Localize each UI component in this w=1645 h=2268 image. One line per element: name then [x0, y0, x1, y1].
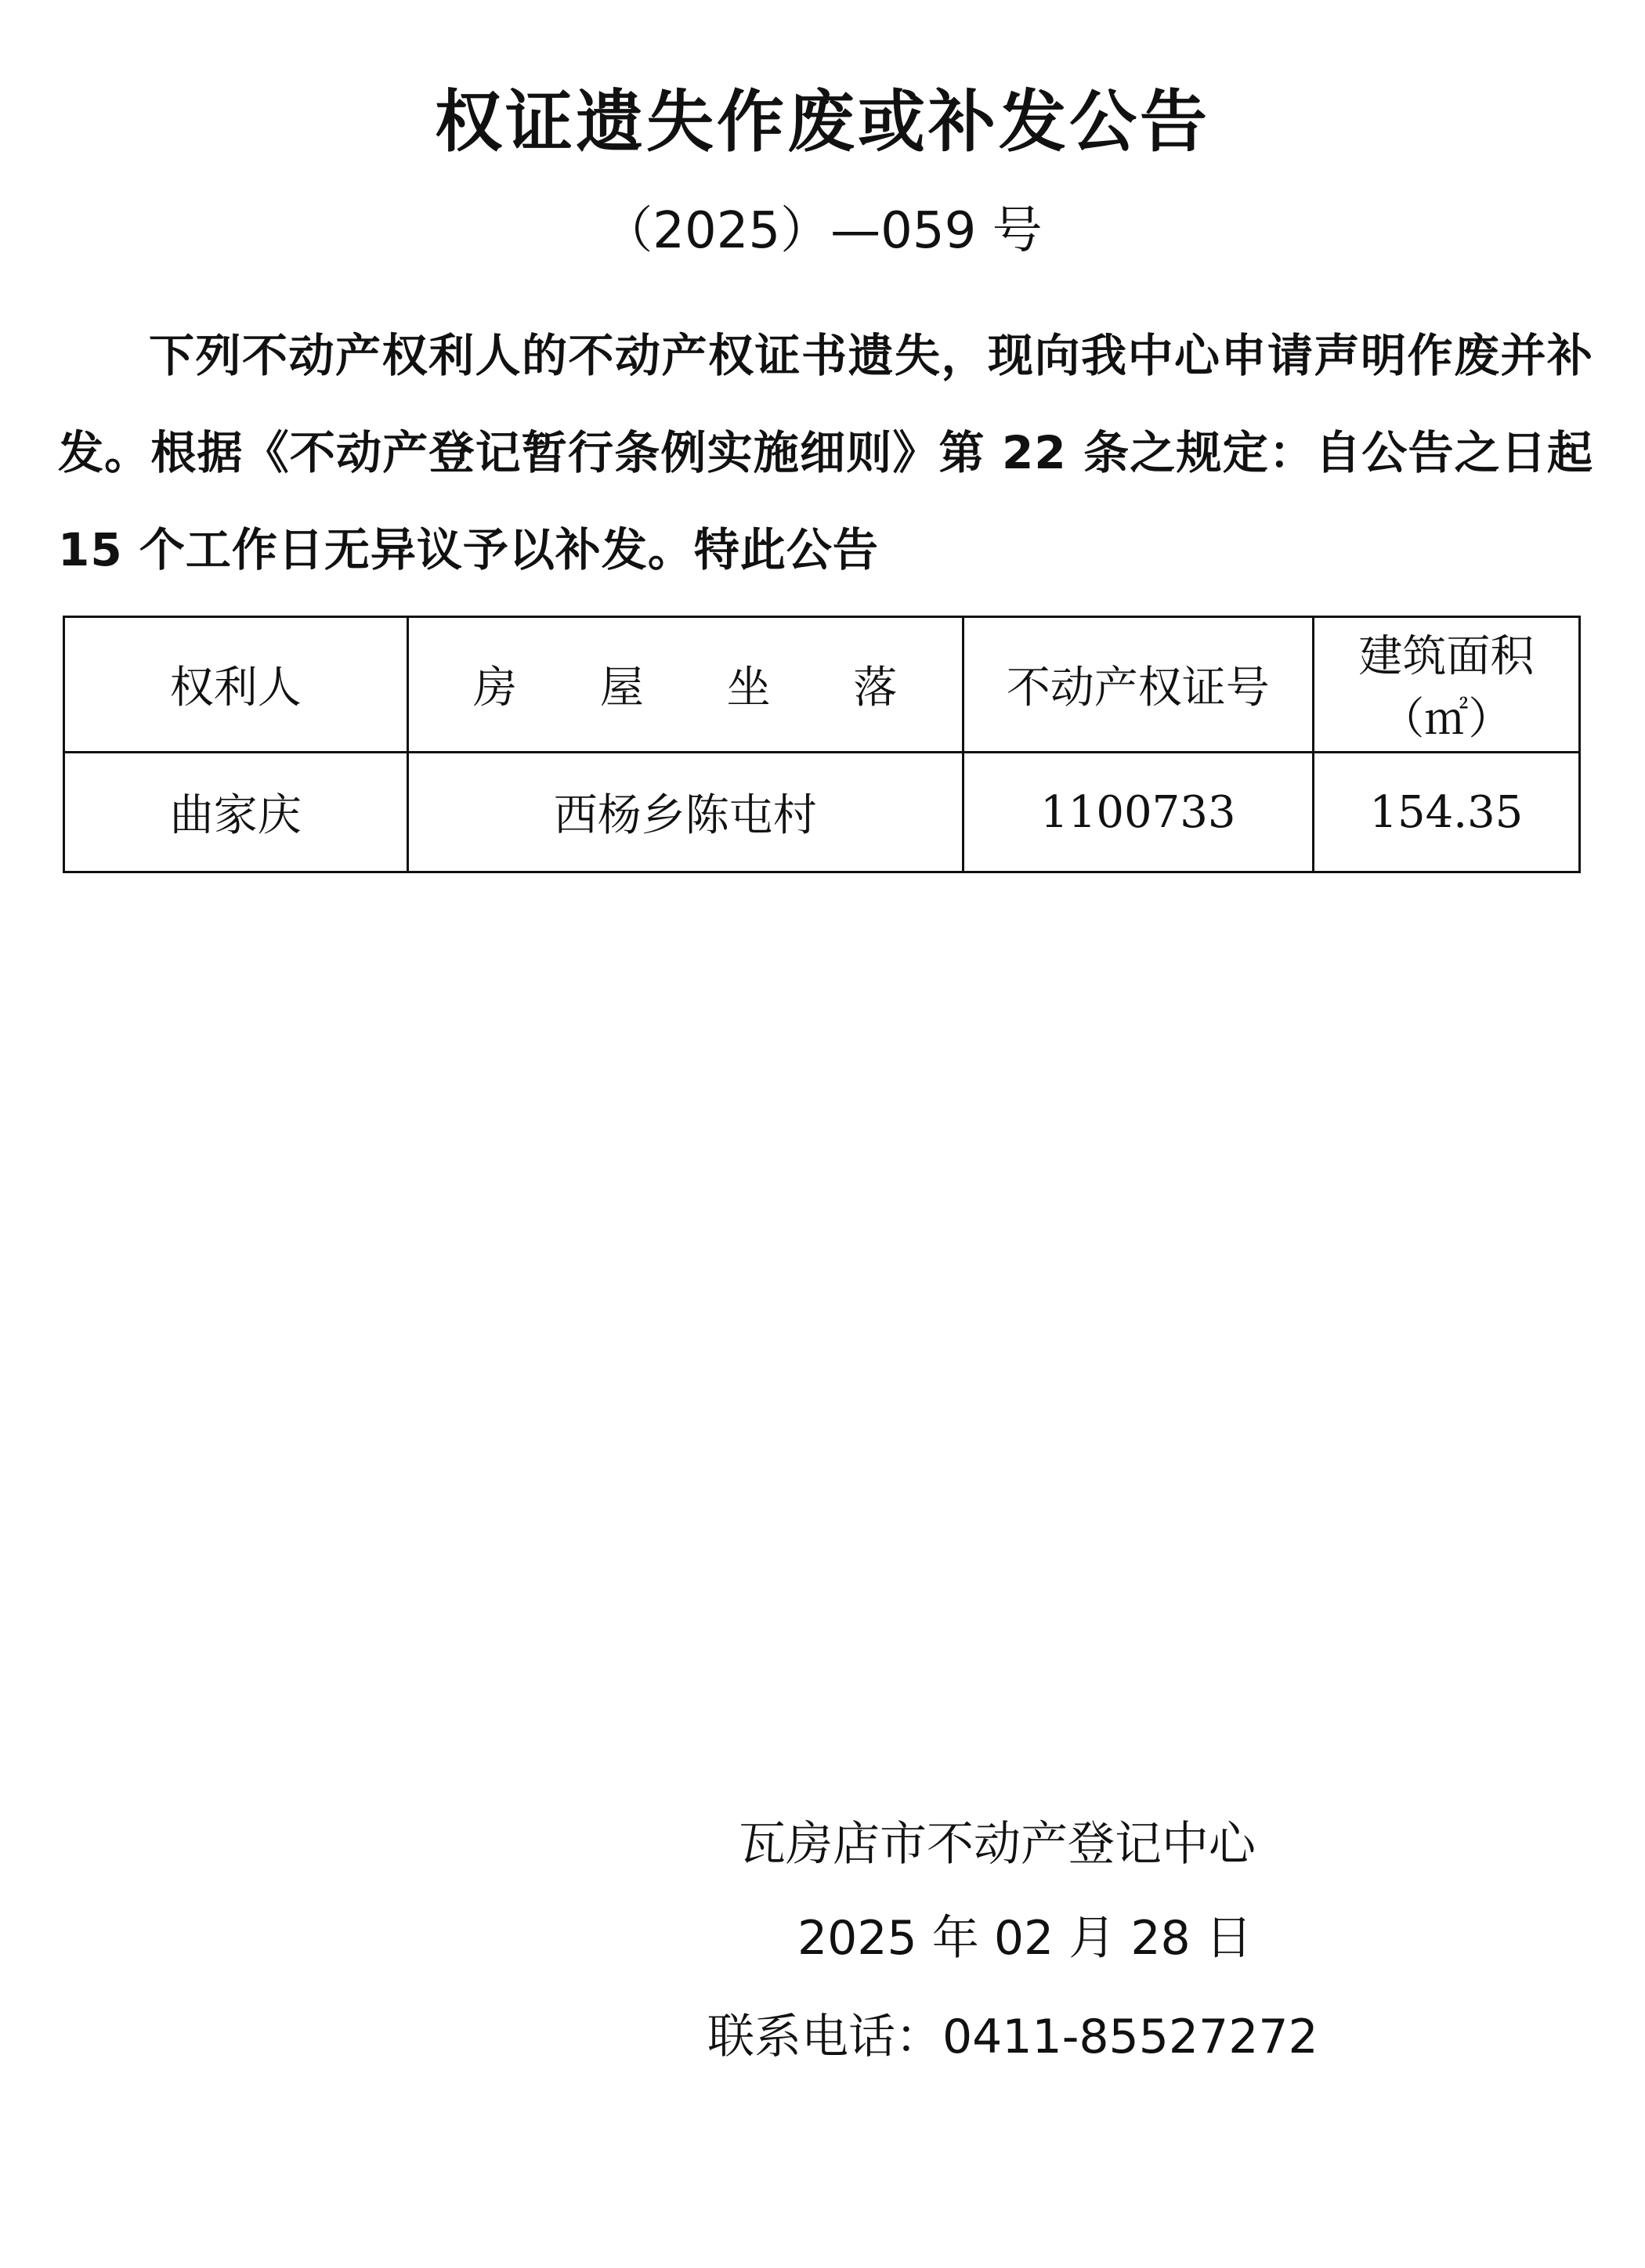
certificate-table [63, 616, 1581, 873]
notice-title: 权证遗失作废或补发公告 [435, 83, 1210, 161]
header-area-label: 建筑面积 [1358, 631, 1535, 682]
header-cert-no: 不动产权证号 [963, 617, 1313, 753]
issue-date: 2025 年 02 月 28 日 [797, 1911, 1253, 1966]
cell-area: 154.35 [1313, 753, 1579, 872]
contact-phone: 联系电话：0411-85527272 [707, 2010, 1318, 2064]
header-area-unit: （㎡） [1380, 694, 1513, 745]
header-location-label: 房 屋 坐 落 [473, 663, 932, 713]
header-holder: 权利人 [64, 617, 408, 753]
cell-cert-no: 1100733 [963, 753, 1313, 872]
cell-location: 西杨乡陈屯村 [407, 753, 963, 872]
notice-body: 下列不动产权利人的不动产权证书遗失，现向我中心申请声明作废并补发。根据《不动产登记暂行条例实施细则》第 22 条之规定：自公告之日起 15 个工作日无异议予以补发。特此公告 [58, 329, 1593, 576]
table-row [64, 753, 1580, 872]
issuer-name: 瓦房店市不动产登记中心 [739, 1817, 1256, 1872]
header-location [407, 617, 963, 753]
document-number: （2025）—059 号 [602, 202, 1043, 260]
table-header-row [64, 617, 1580, 753]
header-area [1313, 617, 1579, 753]
cell-holder: 曲家庆 [64, 753, 408, 872]
